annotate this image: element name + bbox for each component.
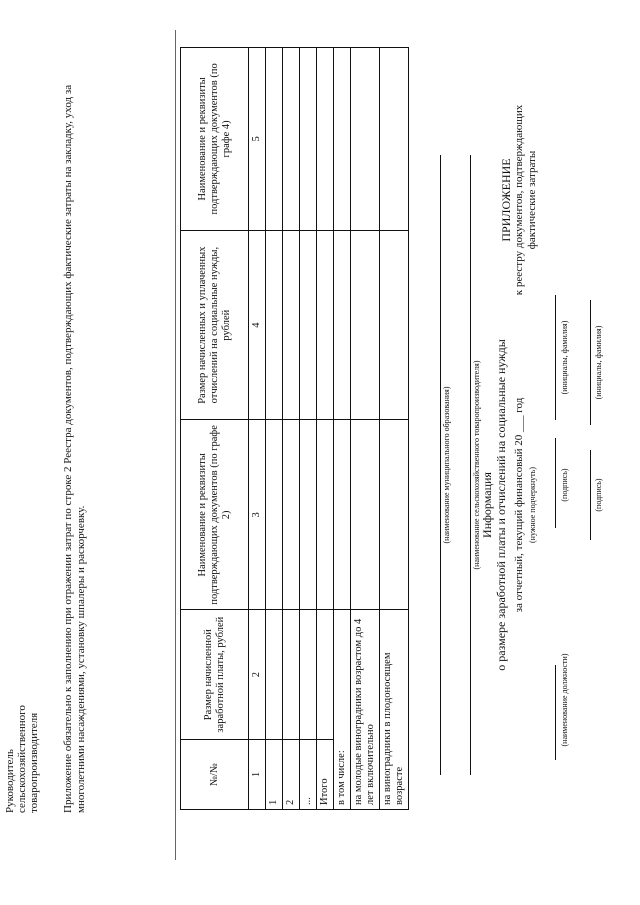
column-number: 3 (249, 420, 266, 610)
head-signature-line (555, 438, 557, 528)
period-hint: (нужное подчеркнуть) (528, 467, 537, 543)
table-cell (380, 420, 409, 610)
period-block (513, 225, 539, 785)
table-cell (334, 420, 351, 610)
column-number: 5 (249, 48, 266, 231)
head-label-line-1: Руководитель (4, 749, 16, 813)
table-cell (317, 48, 334, 231)
table-cell (351, 420, 380, 610)
table-row-subtotal (334, 48, 351, 810)
head-signature-caption: (подпись) (560, 468, 569, 502)
table-row (283, 48, 300, 810)
municipality-caption: (наименование муниципального образования) (442, 386, 451, 544)
head-position-line (555, 665, 557, 760)
table-cell (283, 610, 300, 740)
header-contributions: Размер начисленных и уплаченных отчислений на социальные нужды, рублей (181, 230, 249, 420)
head-position-caption: (наименование должности) (560, 653, 569, 747)
column-number: 1 (249, 740, 266, 810)
accountant-signature-line (590, 450, 592, 540)
accountant-initials-line (590, 300, 592, 425)
form-title: Информация (480, 472, 494, 538)
column-number-row (249, 48, 266, 810)
row-label-in-total: в том числе: (334, 610, 351, 810)
header-salary: Размер начисленной заработной платы, рублей (181, 610, 249, 740)
accountant-signature-caption-wrap (594, 450, 614, 540)
table-cell (380, 48, 409, 231)
table-cell (300, 610, 317, 740)
head-initials-line (555, 295, 557, 420)
row-label: ... (300, 740, 317, 810)
scan-edge-line (175, 30, 177, 860)
column-number: 2 (249, 610, 266, 740)
municipality-line (440, 155, 441, 775)
table-cell (283, 48, 300, 231)
row-label: 2 (283, 740, 300, 810)
form-subtitle: о размере заработной платы и отчислений на социальные нужды (494, 339, 508, 671)
table-cell (351, 48, 380, 231)
table-header-row (181, 48, 249, 810)
table-cell (300, 230, 317, 420)
header-num: №/№ (181, 740, 249, 810)
head-position-caption-wrap (560, 635, 580, 765)
table-row (300, 48, 317, 810)
salary-table (180, 47, 409, 810)
table-row-young (351, 48, 380, 810)
table-cell (266, 48, 283, 231)
appendix-title: ПРИЛОЖЕНИЕ (499, 158, 513, 242)
appendix-line-2: фактические затраты (526, 150, 538, 250)
row-label: 1 (266, 740, 283, 810)
table-cell (300, 420, 317, 610)
table-cell (283, 420, 300, 610)
table-row (266, 48, 283, 810)
table-cell (317, 610, 334, 740)
table-cell (283, 230, 300, 420)
table-cell (334, 230, 351, 420)
head-label-line-3: товаропроизводителя (28, 712, 40, 813)
head-signature-caption-wrap (560, 440, 580, 530)
producer-line (470, 155, 471, 775)
form-heading (480, 225, 508, 785)
accountant-initials-caption-wrap (594, 300, 614, 425)
appendix-line-1: к реестру документов, подтверждающих (513, 104, 525, 296)
table-cell (351, 230, 380, 420)
appendix-note: Приложение обязательно к заполнению при отражении затрат по строке 2 Реестра документов, подтверждающих фактические затраты на закладку, уход за многолетними насаждениями, установку шпалеры и раскорчевку. (62, 84, 87, 813)
head-initials-caption: (инициалы, фамилия) (560, 320, 569, 395)
column-number: 4 (249, 230, 266, 420)
table-cell (266, 610, 283, 740)
head-title-block (4, 663, 40, 813)
table-cell (300, 48, 317, 231)
table-cell (317, 230, 334, 420)
accountant-initials-caption: (инициалы, фамилия) (594, 325, 603, 400)
row-label-bearing: на виноградники в плодоносящем возрасте (380, 610, 409, 810)
accountant-signature-caption: (подпись) (594, 478, 603, 512)
table-cell (266, 230, 283, 420)
period-line: за отчетный, текущий финансовый 20 ___ год (513, 397, 525, 613)
row-label-young: на молодые виноградники возрастом до 4 лет включительно (351, 610, 380, 810)
table-row-total (317, 48, 334, 810)
table-cell (266, 420, 283, 610)
table-cell (317, 420, 334, 610)
table-cell (334, 48, 351, 231)
head-initials-caption-wrap (560, 295, 580, 420)
head-label-line-2: сельскохозяйственного (16, 705, 28, 813)
producer-caption: (наименование сельскохозяйственного товаропроизводителя) (472, 360, 481, 570)
header-salary-docs: Наименование и реквизиты подтверждающих документов (по графе 2) (181, 420, 249, 610)
header-contribution-docs: Наименование и реквизиты подтверждающих документов (по графе 4) (181, 48, 249, 231)
table-row-bearing (380, 48, 409, 810)
table-cell (380, 230, 409, 420)
row-label-total: Итого (317, 740, 334, 810)
